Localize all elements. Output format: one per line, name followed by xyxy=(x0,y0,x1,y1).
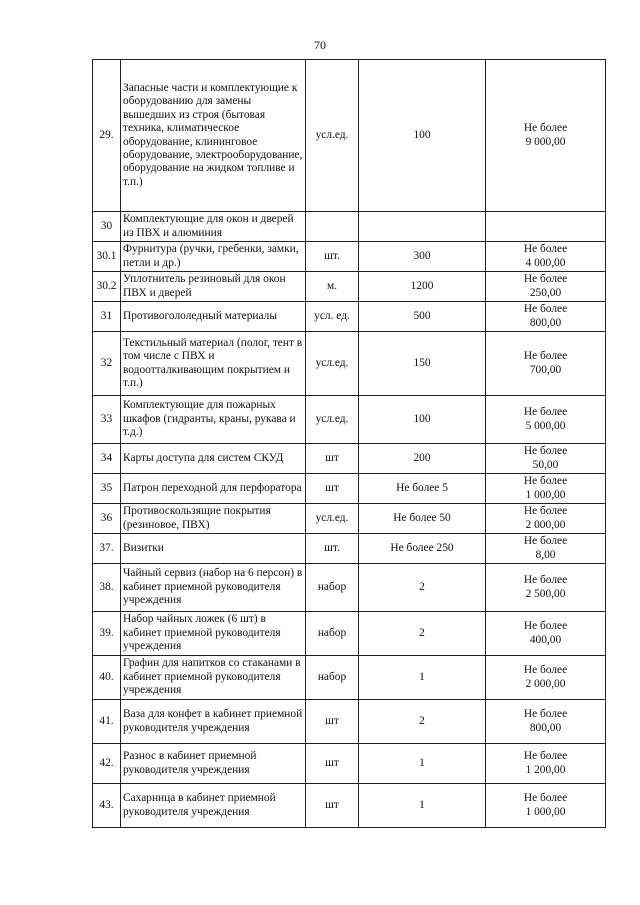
price-prefix: Не более xyxy=(523,505,568,518)
item-name: Карты доступа для систем СКУД xyxy=(121,444,306,474)
quantity-cell: 1 xyxy=(359,784,486,828)
price-cell xyxy=(486,534,606,564)
price-cell xyxy=(486,444,606,474)
item-name: Текстильный материал (полог, тент в том числе с ПВХ и водоотталкивающим покрытием и т.п.) xyxy=(121,332,306,396)
price-value: 250,00 xyxy=(529,286,562,299)
row-number: 30.1 xyxy=(93,242,121,272)
unit-cell: м. xyxy=(306,272,359,302)
row-number: 40. xyxy=(93,656,121,700)
item-name: Чайный сервиз (набор на 6 персон) в кабинет приемной руководителя учреждения xyxy=(121,564,306,612)
quantity-cell: 2 xyxy=(359,564,486,612)
item-name: Уплотнитель резиновый для окон ПВХ и дверей xyxy=(121,272,306,302)
row-number: 43. xyxy=(93,784,121,828)
price-cell xyxy=(486,332,606,396)
row-number: 32 xyxy=(93,332,121,396)
table-row xyxy=(93,444,606,474)
price-cell xyxy=(486,744,606,784)
price-prefix: Не более xyxy=(523,350,568,363)
table-row xyxy=(93,612,606,656)
table-row xyxy=(93,272,606,302)
quantity-cell: 300 xyxy=(359,242,486,272)
unit-cell: шт. xyxy=(306,534,359,564)
quantity-cell: 200 xyxy=(359,444,486,474)
item-name: Патрон переходной для перфоратора xyxy=(121,474,306,504)
price-cell xyxy=(486,302,606,332)
quantity-cell: 150 xyxy=(359,332,486,396)
row-number: 29. xyxy=(93,60,121,212)
price-value: 1 000,00 xyxy=(525,805,566,818)
table-row xyxy=(93,744,606,784)
price-value: 1 200,00 xyxy=(525,763,566,776)
unit-cell: усл.ед. xyxy=(306,332,359,396)
table-row xyxy=(93,700,606,744)
price-prefix: Не более xyxy=(523,122,568,135)
unit-cell: шт xyxy=(306,444,359,474)
price-value: 9 000,00 xyxy=(525,135,566,148)
specification-table xyxy=(92,59,606,828)
item-name: Визитки xyxy=(121,534,306,564)
unit-cell: усл.ед. xyxy=(306,60,359,212)
table-row xyxy=(93,656,606,700)
price-prefix: Не более xyxy=(523,750,568,763)
unit-cell: шт. xyxy=(306,242,359,272)
price-prefix: Не более xyxy=(523,303,568,316)
price-cell xyxy=(486,700,606,744)
table-row xyxy=(93,784,606,828)
table-row xyxy=(93,504,606,534)
price-prefix: Не более xyxy=(523,620,568,633)
unit-cell: набор xyxy=(306,656,359,700)
price-value: 8,00 xyxy=(535,548,556,561)
table-row xyxy=(93,474,606,504)
row-number: 30 xyxy=(93,212,121,242)
row-number: 31 xyxy=(93,302,121,332)
unit-cell: усл.ед. xyxy=(306,396,359,444)
quantity-cell: 2 xyxy=(359,700,486,744)
unit-cell: усл. ед. xyxy=(306,302,359,332)
item-name: Противоскользящие покрытия (резиновое, ПВХ) xyxy=(121,504,306,534)
price-value: 5 000,00 xyxy=(525,419,566,432)
table-row xyxy=(93,564,606,612)
unit-cell xyxy=(306,212,359,242)
price-prefix: Не более xyxy=(523,664,568,677)
price-prefix: Не более xyxy=(523,792,568,805)
price-prefix: Не более xyxy=(523,535,568,548)
price-prefix: Не более xyxy=(523,445,568,458)
quantity-cell: 100 xyxy=(359,396,486,444)
quantity-cell: Не более 5 xyxy=(359,474,486,504)
item-name: Набор чайных ложек (6 шт) в кабинет приемной руководителя учреждения xyxy=(121,612,306,656)
quantity-cell: Не более 50 xyxy=(359,504,486,534)
table-row xyxy=(93,242,606,272)
row-number: 36 xyxy=(93,504,121,534)
quantity-cell: Не более 250 xyxy=(359,534,486,564)
price-cell xyxy=(486,612,606,656)
price-value: 800,00 xyxy=(529,316,562,329)
item-name: Сахарница в кабинет приемной руководителя учреждения xyxy=(121,784,306,828)
table-row xyxy=(93,332,606,396)
quantity-cell: 500 xyxy=(359,302,486,332)
price-cell xyxy=(486,564,606,612)
unit-cell: шт xyxy=(306,700,359,744)
item-name: Комплектующие для окон и дверей из ПВХ и алюминия xyxy=(121,212,306,242)
price-cell xyxy=(486,60,606,212)
price-value: 2 000,00 xyxy=(525,677,566,690)
item-name: Запасные части и комплектующие к оборудованию для замены вышедших из строя (бытовая техника, климатическое оборудование, клининговое оборудование, электрооборудование, оборудование на жидком топливе и т.п.) xyxy=(121,60,306,212)
item-name: Графин для напитков со стаканами в кабинет приемной руководителя учреждения xyxy=(121,656,306,700)
quantity-cell: 1200 xyxy=(359,272,486,302)
price-cell xyxy=(486,212,606,242)
row-number: 41. xyxy=(93,700,121,744)
price-value: 2 500,00 xyxy=(525,587,566,600)
quantity-cell: 1 xyxy=(359,656,486,700)
table-row xyxy=(93,396,606,444)
quantity-cell: 100 xyxy=(359,60,486,212)
quantity-cell: 2 xyxy=(359,612,486,656)
item-name: Комплектующие для пожарных шкафов (гидранты, краны, рукава и т.д.) xyxy=(121,396,306,444)
quantity-cell xyxy=(359,212,486,242)
item-name: Ваза для конфет в кабинет приемной руководителя учреждения xyxy=(121,700,306,744)
unit-cell: набор xyxy=(306,564,359,612)
row-number: 39. xyxy=(93,612,121,656)
price-cell xyxy=(486,396,606,444)
row-number: 42. xyxy=(93,744,121,784)
price-cell xyxy=(486,656,606,700)
table-body xyxy=(93,60,606,828)
row-number: 37. xyxy=(93,534,121,564)
row-number: 30.2 xyxy=(93,272,121,302)
price-cell xyxy=(486,272,606,302)
quantity-cell: 1 xyxy=(359,744,486,784)
item-name: Противогололедный материалы xyxy=(121,302,306,332)
price-value: 800,00 xyxy=(529,721,562,734)
unit-cell: набор xyxy=(306,612,359,656)
price-prefix: Не более xyxy=(523,708,568,721)
price-value: 2 000,00 xyxy=(525,518,566,531)
unit-cell: шт xyxy=(306,474,359,504)
table-row xyxy=(93,60,606,212)
table-row xyxy=(93,212,606,242)
price-cell xyxy=(486,474,606,504)
row-number: 33 xyxy=(93,396,121,444)
price-prefix: Не более xyxy=(523,475,568,488)
price-cell xyxy=(486,784,606,828)
price-cell xyxy=(486,242,606,272)
page-number: 70 xyxy=(314,38,326,52)
item-name: Разнос в кабинет приемной руководителя учреждения xyxy=(121,744,306,784)
price-value: 400,00 xyxy=(529,633,562,646)
unit-cell: шт xyxy=(306,744,359,784)
price-value: 700,00 xyxy=(529,363,562,376)
unit-cell: шт xyxy=(306,784,359,828)
row-number: 34 xyxy=(93,444,121,474)
price-prefix: Не более xyxy=(523,273,568,286)
price-value: 50,00 xyxy=(532,458,559,471)
row-number: 35 xyxy=(93,474,121,504)
row-number: 38. xyxy=(93,564,121,612)
price-prefix: Не более xyxy=(523,243,568,256)
price-value: 4 000,00 xyxy=(525,256,566,269)
price-prefix: Не более xyxy=(523,406,568,419)
price-cell xyxy=(486,504,606,534)
table-row xyxy=(93,534,606,564)
price-prefix: Не более xyxy=(523,574,568,587)
table-row xyxy=(93,302,606,332)
price-value: 1 000,00 xyxy=(525,488,566,501)
unit-cell: усл.ед. xyxy=(306,504,359,534)
item-name: Фурнитура (ручки, гребенки, замки, петли и др.) xyxy=(121,242,306,272)
